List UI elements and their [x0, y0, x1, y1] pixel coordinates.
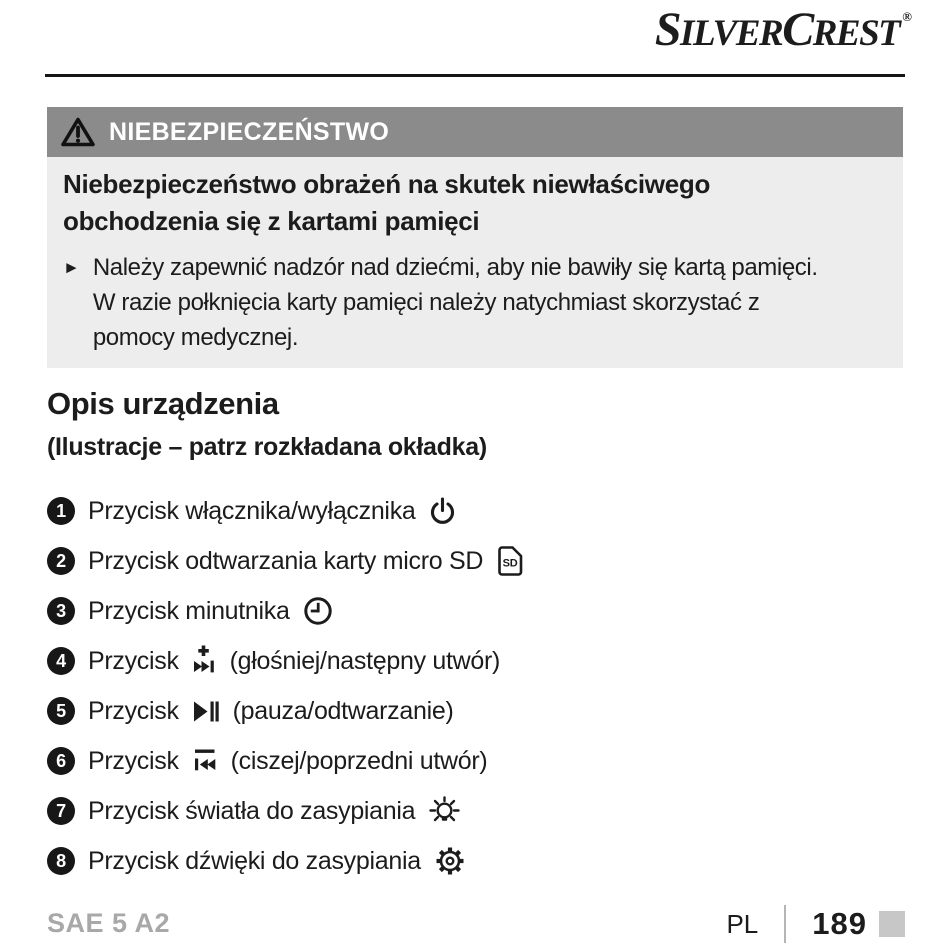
section-title: Opis urządzenia — [47, 386, 279, 421]
item-label: Przycisk — [88, 746, 179, 775]
device-button-row — [47, 536, 537, 586]
footer-divider — [784, 905, 786, 943]
item-number-badge: 3 — [47, 597, 75, 625]
item-number-badge: 1 — [47, 497, 75, 525]
item-label: (ciszej/poprzedni utwór) — [230, 746, 488, 775]
timer-icon — [303, 596, 333, 626]
item-label: Przycisk dźwięki do zasypiania — [88, 846, 421, 875]
footer-gray-square — [879, 911, 905, 937]
volume-up-next-track-icon — [192, 644, 217, 678]
item-number-badge: 8 — [47, 847, 75, 875]
silvercrest-logo — [655, 2, 912, 57]
section-subtitle: (Ilustracje – patrz rozkładana okładka) — [47, 433, 487, 461]
item-label: Przycisk — [88, 696, 179, 725]
warning-title-line: Niebezpieczeństwo obrażeń na skutek niewłaściwego — [63, 169, 711, 199]
warning-header — [47, 107, 903, 157]
item-label: Przycisk światła do zasypiania — [88, 796, 416, 825]
device-button-row — [47, 586, 537, 636]
item-label: Przycisk minutnika — [88, 596, 290, 625]
device-button-row — [47, 636, 537, 686]
warning-box — [47, 107, 903, 368]
footer-page-number: 189 — [812, 906, 867, 941]
item-number-badge: 4 — [47, 647, 75, 675]
device-button-list — [47, 486, 537, 886]
play-pause-icon — [192, 699, 220, 724]
logo-letter: S — [654, 3, 681, 56]
warning-bullet-text: Należy zapewnić nadzór nad dziećmi, aby nie bawiły się kartą pamięci. W razie połknięcia karty pamięci należy natychmiast skorzystać z pomocy medycznej. — [92, 254, 818, 351]
item-label: (głośniej/następny utwór) — [229, 646, 501, 675]
bullet-arrow-icon: ► — [63, 258, 80, 277]
logo-letters: REST — [812, 13, 900, 54]
warning-title-line: obchodzenia się z kartami pamięci — [63, 206, 480, 236]
item-label: Przycisk odtwarzania karty micro SD — [88, 546, 484, 575]
power-icon — [429, 497, 456, 526]
warning-body — [47, 157, 903, 368]
volume-down-previous-track-icon — [192, 747, 218, 776]
item-number-badge: 5 — [47, 697, 75, 725]
sleep-light-icon — [428, 795, 461, 828]
logo-letters: ILVER — [680, 13, 783, 54]
header-divider-rule — [45, 74, 905, 77]
device-button-row — [47, 786, 537, 836]
footer-page-info — [726, 903, 905, 945]
device-button-row — [47, 736, 537, 786]
footer-model-number: SAE 5 A2 — [47, 908, 171, 938]
item-label: Przycisk włącznika/wyłącznika — [88, 496, 416, 525]
device-button-row — [47, 686, 537, 736]
item-label: Przycisk — [88, 646, 179, 675]
svg-text:SD: SD — [502, 557, 518, 570]
registered-trademark-symbol: ® — [902, 9, 912, 24]
logo-letter: C — [782, 3, 813, 56]
item-number-badge: 7 — [47, 797, 75, 825]
warning-header-label: NIEBEZPIECZEŃSTWO — [109, 117, 390, 146]
item-number-badge: 2 — [47, 547, 75, 575]
sd-card-icon — [496, 545, 524, 577]
sleep-sounds-icon — [434, 845, 466, 877]
item-number-badge: 6 — [47, 747, 75, 775]
warning-bullet-item — [63, 250, 887, 355]
device-button-row — [47, 486, 537, 536]
device-button-row — [47, 836, 537, 886]
footer-language-code: PL — [726, 908, 759, 939]
warning-triangle-icon — [60, 116, 96, 148]
item-label: (pauza/odtwarzanie) — [232, 696, 454, 725]
